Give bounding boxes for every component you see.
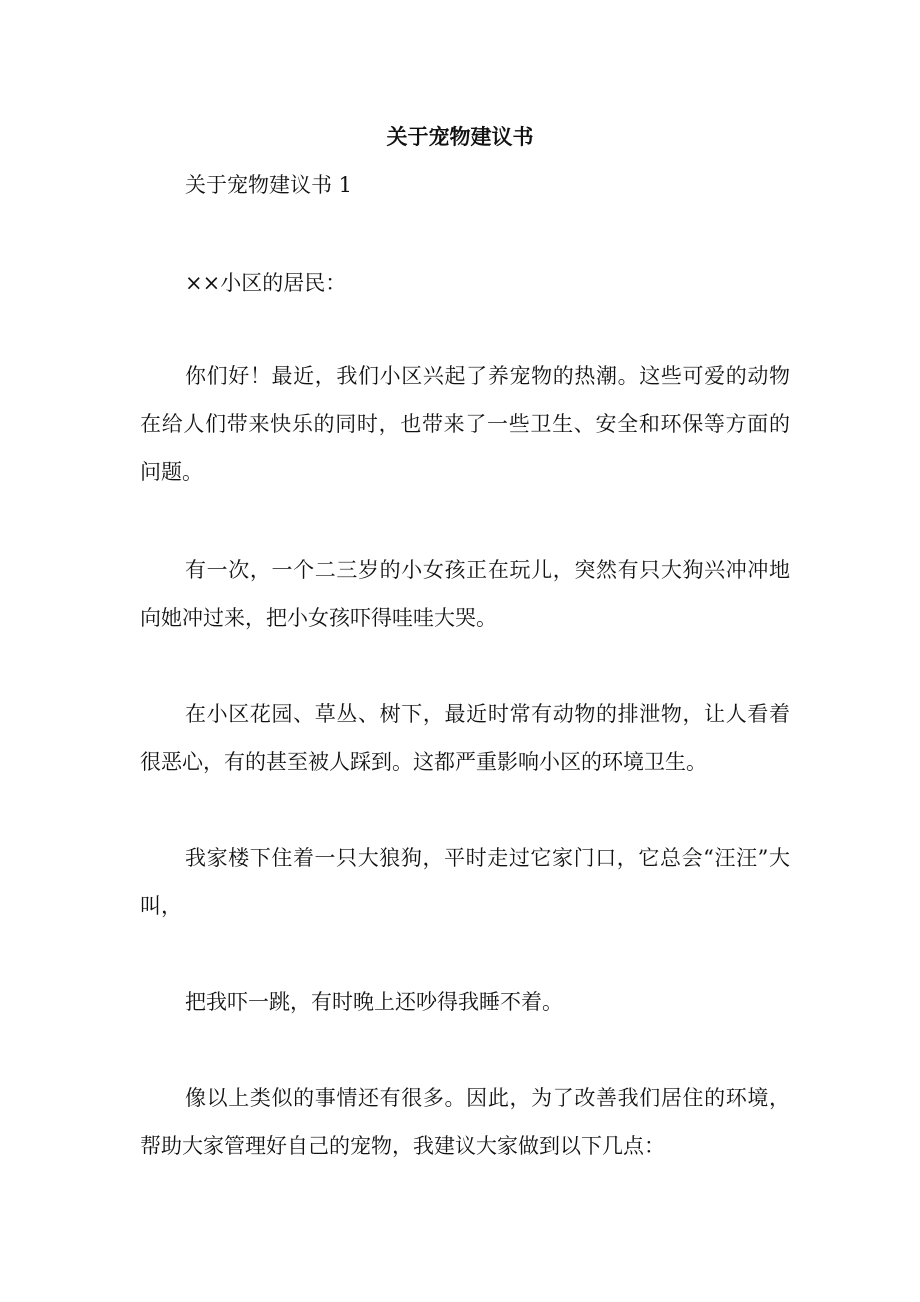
paragraph-wolfdog: 我家楼下住着一只大狼狗，平时走过它家门口，它总会“汪汪”大叫， xyxy=(140,846,790,918)
paragraph-suggestions-intro: 像以上类似的事情还有很多。因此，为了改善我们居住的环境，帮助大家管理好自己的宠物，我建议大家做到以下几点： xyxy=(140,1086,790,1158)
salutation: ××小区的居民： xyxy=(185,271,347,295)
paragraph-scared: 把我吓一跳，有时晚上还吵得我睡不着。 xyxy=(185,990,563,1014)
document-title: 关于宠物建议书 xyxy=(386,124,534,149)
paragraph-hygiene: 在小区花园、草丛、树下，最近时常有动物的排泄物，让人看着很恶心，有的甚至被人踩到。这都严重影响小区的环境卫生。 xyxy=(140,702,790,774)
document-subtitle: 关于宠物建议书 1 xyxy=(185,173,353,197)
paragraph-greeting: 你们好！最近，我们小区兴起了养宠物的热潮。这些可爱的动物在给人们带来快乐的同时，也带来了一些卫生、安全和环保等方面的问题。 xyxy=(140,364,790,484)
paragraph-dog-incident: 有一次，一个二三岁的小女孩正在玩儿，突然有只大狗兴冲冲地向她冲过来，把小女孩吓得哇哇大哭。 xyxy=(140,558,790,630)
